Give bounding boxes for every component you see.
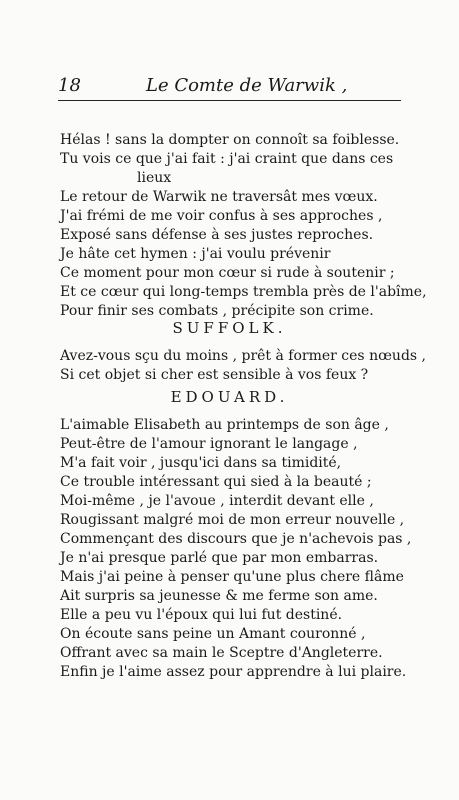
verse-line: Avez-vous sçu du moins , prêt à former ces nœuds , [60, 348, 426, 364]
speaker-name: EDOUARD. [170, 388, 289, 406]
verse-line: Je hâte cet hymen : j'ai voulu prévenir [60, 246, 331, 262]
verse-line: L'aimable Elisabeth au printemps de son âge , [60, 417, 389, 433]
verse-line: On écoute sans peine un Amant couronné , [60, 626, 366, 642]
running-header [58, 74, 401, 101]
speaker-name: SUFFOLK. [172, 319, 287, 337]
running-title: Le Comte de Warwik , [146, 75, 348, 96]
verse-line: Moi-même , je l'avoue , interdit devant elle , [60, 493, 374, 509]
verse-block-3 [60, 416, 412, 682]
verse-line: Peut-être de l'amour ignorant le langage , [60, 436, 358, 452]
verse-line: Enfin je l'aime assez pour apprendre à lui plaire. [60, 664, 407, 680]
verse-line: Je n'ai presque parlé que par mon embarras. [60, 550, 379, 566]
verse-block-2 [60, 347, 426, 385]
verse-line: Mais j'ai peine à penser qu'une plus chere flâme [60, 569, 404, 585]
verse-line: Commençant des discours que je n'achevois pas , [60, 531, 412, 547]
verse-line: Exposé sans défense à ses justes reproches. [60, 227, 374, 243]
verse-line: Rougissant malgré moi de mon erreur nouvelle , [60, 512, 405, 528]
verse-line: J'ai frémi de me voir confus à ses approches , [60, 208, 383, 224]
verse-line: Offrant avec sa main le Sceptre d'Angleterre. [60, 645, 383, 661]
verse-block-1 [60, 131, 427, 321]
verse-line: Pour finir ses combats , précipite son crime. [60, 303, 374, 319]
verse-line: Si cet objet si cher est sensible à vos feux ? [60, 367, 369, 383]
verse-line: Hélas ! sans la dompter on connoît sa foiblesse. [60, 132, 400, 148]
verse-line: M'a fait voir , jusqu'ici dans sa timidité, [60, 455, 342, 471]
verse-line: Et ce cœur qui long-temps trembla près de l'abîme, [60, 284, 427, 300]
verse-line: Elle a peu vu l'époux qui lui fut destiné. [60, 607, 343, 623]
verse-line: Ce trouble intéressant qui sied à la beauté ; [60, 474, 372, 490]
verse-line: Ait surpris sa jeunesse & me ferme son ame. [60, 588, 378, 604]
verse-line-continuation: lieux [137, 170, 172, 186]
verse-line: Le retour de Warwik ne traversât mes vœux. [60, 189, 378, 205]
verse-line: Ce moment pour mon cœur si rude à soutenir ; [60, 265, 395, 281]
page-number: 18 [58, 75, 81, 96]
verse-line: Tu vois ce que j'ai fait : j'ai craint que dans ces [60, 151, 394, 167]
